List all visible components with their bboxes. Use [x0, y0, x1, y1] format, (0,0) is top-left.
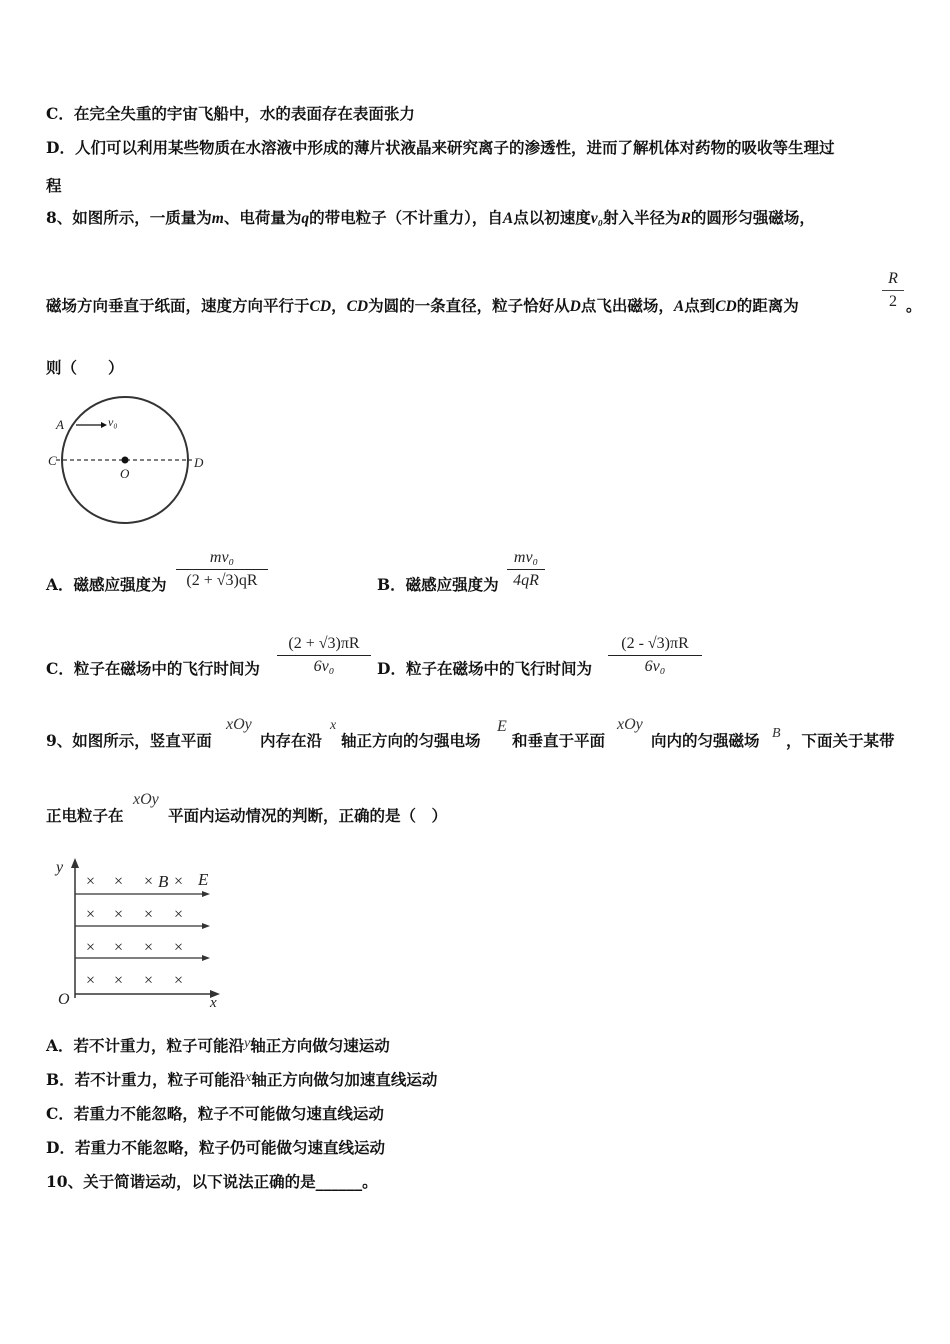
q8-circle-figure	[44, 390, 214, 530]
q7-option-d-line2: 程	[46, 176, 62, 195]
q8-stem-2a: 磁场方向垂直于纸面，速度方向平行于	[46, 296, 310, 315]
q8-stem-1d: 点以初速度	[513, 208, 591, 227]
label-y: y	[56, 859, 64, 876]
q8-stem-2b: ，	[331, 296, 347, 315]
q9-stem-1a: 9、如图所示，竖直平面	[46, 731, 212, 750]
q8-var-D: D	[569, 298, 581, 315]
q8-option-d-fraction	[608, 635, 702, 676]
q8-stem-1f: 的圆形匀强磁场，	[690, 208, 815, 227]
q8-option-c: C．粒子在磁场中的飞行时间为	[46, 659, 260, 678]
q9-field-figure	[52, 852, 232, 1012]
q9-stem-1c: 轴正方向的匀强电场	[341, 731, 481, 750]
q8-var-A: A	[502, 210, 514, 227]
q8-stem-1e: 射入半径为	[603, 208, 681, 227]
label-o: O	[58, 991, 70, 1008]
q9-stem-1e: 向内的匀强磁场	[651, 731, 760, 750]
q8-option-b: B．磁感应强度为	[377, 575, 499, 594]
label-e: E	[198, 870, 209, 889]
b-cross: ×	[86, 873, 96, 890]
q8-option-a-fraction	[176, 549, 268, 590]
q8-var-A-2: A	[673, 298, 685, 315]
b-cross: ×	[114, 906, 124, 923]
label-o: O	[120, 466, 130, 481]
q8-var-m: m	[211, 210, 224, 227]
q8-var-v0: v₀	[590, 210, 604, 227]
q8-stem-1c: 的带电粒子（不计重力），自	[309, 208, 503, 227]
q9-var-xoy-1: xOy	[226, 716, 252, 733]
b-cross: ×	[114, 939, 124, 956]
q8-option-a-num: mv₀	[176, 549, 268, 570]
q8-option-c-fraction	[277, 635, 371, 676]
q8-distance-den: 2	[889, 293, 897, 310]
q8-option-d-num: (2 - √3)πR	[608, 635, 702, 656]
label-c: C	[48, 453, 57, 468]
b-cross: ×	[174, 906, 184, 923]
b-cross: ×	[174, 873, 184, 890]
label-d: D	[194, 455, 204, 470]
q8-option-a: A．磁感应强度为	[46, 575, 167, 594]
b-cross: ×	[144, 972, 154, 989]
velocity-arrow-head	[101, 422, 107, 428]
q8-var-CD-1: CD	[309, 298, 332, 315]
q9-var-b: B	[772, 726, 781, 741]
q8-distance-num: R	[882, 270, 904, 291]
q8-var-R: R	[680, 210, 691, 227]
q8-stem-line3: 则（ ）	[46, 358, 124, 377]
q7-option-d-line1: D．人们可以利用某些物质在水溶液中形成的薄片状液晶来研究离子的渗透性，进而了解机体对药物的吸收等生理过	[46, 138, 835, 157]
y-axis-arrow	[71, 858, 79, 868]
b-cross: ×	[174, 972, 184, 989]
q9-stem-1d: 和垂直于平面	[512, 731, 606, 750]
b-cross: ×	[114, 873, 124, 890]
q8-stem-end: 。	[906, 296, 922, 315]
q8-stem-2f: 的距离为	[736, 296, 799, 315]
q10-stem: 10、关于简谐运动，以下说法正确的是______。	[46, 1172, 378, 1191]
q9-option-b	[46, 1068, 437, 1090]
b-cross: ×	[144, 906, 154, 923]
q8-option-a-den: (2 + √3)qR	[186, 572, 258, 589]
q8-option-c-den: 6v₀	[313, 658, 335, 675]
q9-option-b-2: 轴正方向做匀加速直线运动	[251, 1070, 438, 1089]
q8-distance-fraction	[882, 270, 904, 311]
q9-var-xoy-2: xOy	[617, 716, 643, 733]
q9-stem-1b: 内存在沿	[260, 731, 323, 750]
q8-var-q: q	[301, 210, 310, 227]
q9-option-c: C．若重力不能忽略，粒子不可能做匀速直线运动	[46, 1104, 384, 1123]
q9-option-b-var: x	[245, 1070, 252, 1085]
q9-stem-2a: 正电粒子在	[46, 806, 124, 825]
q9-option-a-2: 轴正方向做匀速运动	[250, 1036, 390, 1055]
b-cross: ×	[114, 972, 124, 989]
q9-var-xoy-3: xOy	[133, 791, 159, 808]
b-cross: ×	[86, 939, 96, 956]
q9-stem-2b: 平面内运动情况的判断，正确的是（ ）	[168, 806, 448, 825]
field-line-3-arrow	[202, 955, 210, 961]
q9-option-a-var: y	[244, 1036, 251, 1051]
q9-option-b-1: B．若不计重力，粒子可能沿	[46, 1070, 246, 1089]
b-cross: ×	[144, 873, 154, 890]
q8-stem-line1	[46, 206, 815, 228]
b-cross: ×	[144, 939, 154, 956]
q8-option-b-den: 4qR	[513, 572, 539, 589]
label-v0: v₀	[108, 415, 118, 429]
q9-var-x-1: x	[330, 718, 337, 733]
q9-stem-line1	[46, 729, 212, 751]
q8-option-b-fraction	[507, 549, 545, 590]
label-b: B	[158, 872, 169, 891]
field-line-2-arrow	[202, 923, 210, 929]
q8-stem-line2	[46, 294, 799, 316]
q8-option-b-num: mv₀	[507, 549, 545, 570]
label-x: x	[210, 995, 217, 1011]
q9-var-e: E	[497, 718, 507, 735]
q9-option-a	[46, 1034, 390, 1056]
q8-var-CD-3: CD	[715, 298, 737, 315]
q8-stem-2e: 点到	[684, 296, 716, 315]
q9-stem-1f: ，下面关于某带	[786, 731, 895, 750]
b-cross: ×	[174, 939, 184, 956]
q8-option-d: D．粒子在磁场中的飞行时间为	[377, 659, 592, 678]
b-cross: ×	[86, 972, 96, 989]
label-a: A	[56, 417, 64, 432]
center-point-o	[122, 457, 129, 464]
q8-option-c-num: (2 + √3)πR	[277, 635, 371, 656]
q9-option-d: D．若重力不能忽略，粒子仍可能做匀速直线运动	[46, 1138, 385, 1157]
b-cross: ×	[86, 906, 96, 923]
q8-option-d-den: 6v₀	[644, 658, 666, 675]
q9-option-a-1: A．若不计重力，粒子可能沿	[46, 1036, 245, 1055]
q7-option-c: C．在完全失重的宇宙飞船中，水的表面存在表面张力	[46, 104, 415, 123]
q8-stem-2d: 点飞出磁场，	[580, 296, 674, 315]
q8-var-CD-2: CD	[346, 298, 369, 315]
field-line-1-arrow	[202, 891, 210, 897]
q8-stem-1a: 8、如图所示，一质量为	[46, 208, 212, 227]
q8-stem-1b: 、电荷量为	[223, 208, 302, 227]
q8-stem-2c: 为圆的一条直径，粒子恰好从	[368, 296, 570, 315]
